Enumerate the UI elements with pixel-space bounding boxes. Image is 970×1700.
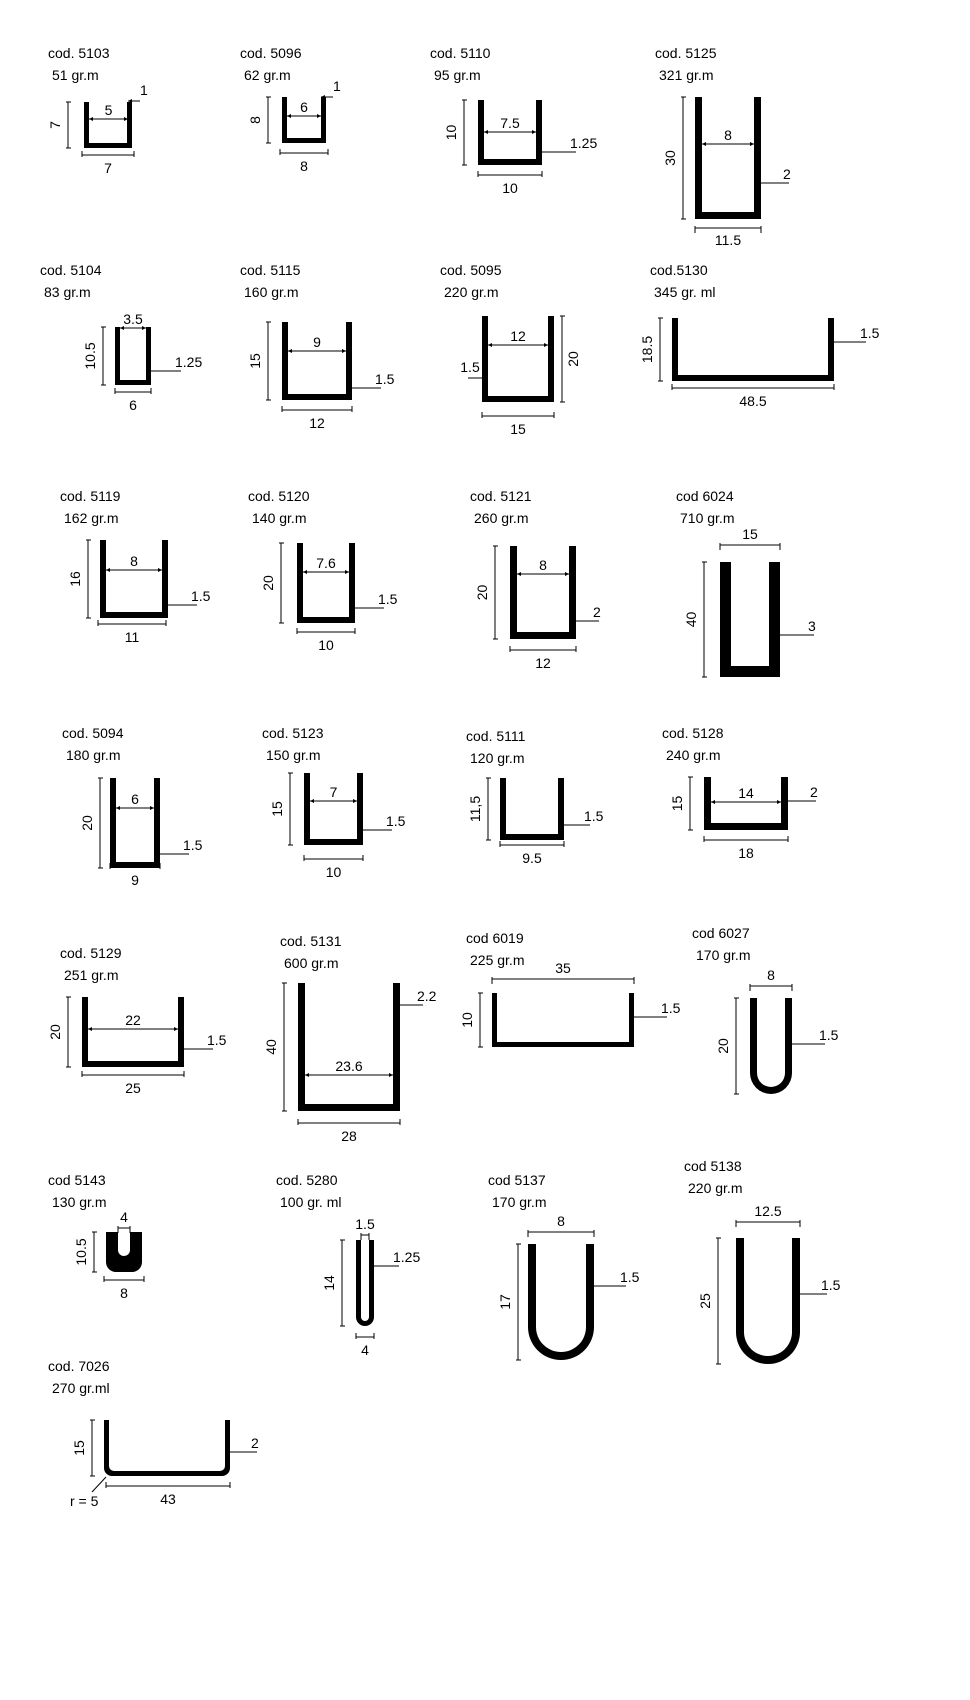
profile-weight: 62 gr.m (244, 67, 291, 83)
width-label: 15 (510, 421, 526, 437)
profile-code: cod. 5280 (276, 1172, 338, 1188)
height-label: 20 (47, 1024, 63, 1040)
inner-width-label: 22 (125, 1012, 141, 1028)
width-label: 12 (535, 655, 551, 671)
dimension-arrow (750, 142, 754, 146)
profile-weight: 95 gr.m (434, 67, 481, 83)
height-label: 20 (565, 351, 581, 367)
dimension-arrow (150, 806, 154, 810)
inner-width-label: 23.6 (335, 1058, 363, 1074)
inner-width-label: 7 (329, 784, 338, 800)
height-label: 25 (697, 1293, 713, 1309)
thickness-label: 1.5 (191, 588, 211, 604)
thickness-label: 1.5 (584, 808, 604, 824)
profile-code: cod 6027 (692, 925, 750, 941)
inner-width-label: 12 (510, 328, 526, 344)
inner-width-label: 3.5 (123, 311, 143, 327)
channel-profile-shape (298, 983, 400, 1111)
dimension-arrow (353, 799, 357, 803)
dimension-arrow (303, 570, 307, 574)
height-label: 10 (459, 1012, 475, 1028)
thickness-label: 2 (251, 1435, 259, 1451)
profile-code: cod. 5094 (62, 725, 124, 741)
thickness-label: 1.5 (183, 837, 203, 853)
width-label: 11.5 (714, 232, 742, 248)
dimension-arrow (287, 114, 291, 118)
thickness-label: 1.5 (378, 591, 398, 607)
channel-profile-shape (672, 318, 834, 381)
radius-label: r = 5 (70, 1493, 99, 1509)
radius-leader (92, 1477, 106, 1492)
profile-code: cod. 5103 (48, 45, 110, 61)
width-label: 9.5 (522, 850, 542, 866)
profile-code: cod. 5119 (60, 488, 121, 504)
dimension-arrow (88, 1027, 92, 1031)
profile-code: cod. 5115 (240, 262, 301, 278)
thickness-label: 1.25 (570, 135, 598, 151)
profile-weight: 83 gr.m (44, 284, 91, 300)
thickness-label: 1.5 (661, 1000, 681, 1016)
u-profile-shape (356, 1240, 374, 1326)
thickness-label: 1.5 (460, 359, 480, 375)
profile-code: cod. 5128 (662, 725, 724, 741)
profile-code: cod. 5111 (466, 728, 526, 744)
width-label: 15 (742, 526, 758, 542)
profile-code: cod. 5131 (280, 933, 342, 949)
profile-code: cod. 5123 (262, 725, 324, 741)
dimension-arrow (317, 114, 321, 118)
profile-code: cod 5138 (684, 1158, 742, 1174)
profile-weight: 225 gr.m (470, 952, 525, 968)
width-label: 28 (341, 1128, 357, 1144)
channel-profile-shape (100, 540, 168, 618)
dimension-arrow (305, 1073, 309, 1077)
inner-width-label: 4 (120, 1209, 128, 1225)
channel-profile-shape (82, 997, 184, 1067)
dimension-arrow (158, 568, 162, 572)
dimension-arrow (702, 142, 706, 146)
dimension-arrow (389, 1073, 393, 1077)
width-label: 7 (104, 160, 112, 176)
dimension-arrow (288, 349, 292, 353)
height-label: 18.5 (639, 335, 655, 364)
profile-code: cod. 5104 (40, 262, 102, 278)
profile-code: cod 5143 (48, 1172, 106, 1188)
profile-weight: 710 gr.m (680, 510, 735, 526)
height-label: 8 (247, 116, 263, 124)
width-label: 6 (129, 397, 137, 413)
height-label: 10.5 (82, 342, 98, 370)
width-label: 10 (325, 864, 342, 880)
height-label: 10.5 (73, 1238, 89, 1266)
profile-code: cod. 5096 (240, 45, 302, 61)
profile-weight: 160 gr.m (244, 284, 299, 300)
profile-weight: 220 gr.m (688, 1180, 743, 1196)
dimension-arrow (310, 799, 314, 803)
profile-weight: 220 gr.m (444, 284, 499, 300)
profile-weight: 180 gr.m (66, 747, 121, 763)
width-label: 10 (318, 637, 334, 653)
width-label: 10 (502, 180, 518, 196)
width-label: 12 (309, 415, 325, 431)
profile-weight: 270 gr.ml (52, 1380, 110, 1396)
inner-width-label: 5 (104, 102, 113, 118)
height-label: 20 (474, 584, 490, 601)
dimension-arrow (532, 130, 536, 134)
height-label: 15 (71, 1440, 87, 1456)
height-label: 30 (662, 150, 678, 166)
profile-code: cod. 5120 (248, 488, 310, 504)
u-profile-shape (736, 1238, 800, 1364)
profile-weight: 150 gr.m (266, 747, 321, 763)
profile-code: cod 6024 (676, 488, 734, 504)
dimension-arrow (544, 343, 548, 347)
height-label: 7 (47, 121, 63, 129)
profile-weight: 240 gr.m (666, 747, 721, 763)
channel-profile-shape (500, 778, 564, 840)
height-label: 17 (497, 1294, 513, 1310)
thickness-label: 1.5 (860, 325, 880, 341)
width-label: 8 (120, 1285, 128, 1301)
height-label: 15 (669, 795, 685, 812)
inner-width-label: 8 (539, 557, 547, 573)
profile-code: cod. 5125 (655, 45, 717, 61)
thickness-label: 1.5 (386, 813, 406, 829)
height-label: 15 (269, 801, 285, 817)
dimension-arrow (565, 572, 569, 576)
dimension-arrow (342, 349, 346, 353)
profile-code: cod 5137 (488, 1172, 546, 1188)
width-label: 35 (555, 960, 571, 976)
channel-profile-shape (492, 993, 634, 1047)
profile-weight: 251 gr.m (64, 967, 119, 983)
height-label: 10 (443, 124, 459, 141)
height-label: 14 (321, 1275, 337, 1291)
profile-weight: 260 gr.m (474, 510, 529, 526)
thickness-label: 1.5 (821, 1277, 841, 1293)
profile-weight: 321 gr.m (659, 67, 714, 83)
width-label: 8 (557, 1213, 565, 1229)
dimension-arrow (89, 117, 93, 121)
width-label: 48.5 (739, 393, 767, 409)
profile-weight: 51 gr.m (52, 67, 99, 83)
width-label: 9 (131, 872, 139, 888)
height-label: 40 (683, 611, 699, 628)
dimension-arrow (711, 800, 715, 804)
channel-profile-shape (695, 97, 761, 219)
height-label: 11,5 (467, 795, 483, 823)
height-label: 15 (247, 353, 263, 369)
profile-weight: 345 gr. ml (654, 284, 716, 300)
dimension-arrow (345, 570, 349, 574)
width-label: 18 (738, 845, 754, 861)
profile-weight: 120 gr.m (470, 750, 525, 766)
thickness-label: 2 (593, 604, 601, 620)
thickness-label: 1.5 (375, 371, 395, 387)
inner-width-label: 1.5 (355, 1216, 375, 1232)
channel-profile-shape (720, 562, 780, 677)
inner-width-label: 7.5 (500, 115, 520, 131)
profile-weight: 130 gr.m (52, 1194, 107, 1210)
width-label: 8 (300, 158, 308, 174)
height-label: 40 (263, 1039, 279, 1055)
thickness-label: 1.25 (393, 1249, 421, 1265)
profile-weight: 100 gr. ml (280, 1194, 342, 1210)
width-label: 8 (767, 967, 775, 983)
inner-width-label: 6 (131, 791, 139, 807)
height-label: 20 (260, 575, 276, 591)
u-profile-shape (106, 1232, 142, 1272)
width-label: 12.5 (754, 1203, 782, 1219)
thickness-label: 1.5 (819, 1027, 839, 1043)
inner-width-label: 7.6 (316, 555, 336, 571)
thickness-label: 1 (140, 82, 148, 98)
profile-weight: 600 gr.m (284, 955, 339, 971)
thickness-label: 1 (333, 78, 341, 94)
profile-weight: 170 gr.m (492, 1194, 547, 1210)
profile-code: cod. 5129 (60, 945, 122, 961)
inner-width-label: 9 (313, 334, 321, 350)
dimension-arrow (106, 568, 110, 572)
profile-code: cod 6019 (466, 930, 524, 946)
u-profile-shape (528, 1244, 594, 1360)
profile-code: cod. 7026 (48, 1358, 110, 1374)
dimension-arrow (174, 1027, 178, 1031)
thickness-label: 3 (808, 618, 816, 634)
u-profile-shape (750, 998, 792, 1094)
dimension-arrow (777, 800, 781, 804)
channel-profile-shape (104, 1420, 230, 1476)
width-label: 25 (125, 1080, 141, 1096)
inner-width-label: 8 (130, 553, 138, 569)
height-label: 20 (79, 815, 95, 831)
height-label: 20 (715, 1038, 731, 1054)
inner-width-label: 6 (300, 99, 308, 115)
inner-width-label: 14 (738, 785, 754, 801)
width-label: 4 (361, 1342, 369, 1358)
width-label: 11 (124, 629, 140, 645)
dimension-arrow (488, 343, 492, 347)
thickness-label: 2.2 (417, 988, 437, 1004)
profile-weight: 140 gr.m (252, 510, 307, 526)
profile-code: cod. 5095 (440, 262, 502, 278)
width-label: 43 (160, 1491, 176, 1507)
dimension-arrow (484, 130, 488, 134)
dimension-arrow (517, 572, 521, 576)
height-label: 16 (67, 571, 83, 587)
profile-weight: 170 gr.m (696, 947, 751, 963)
thickness-label: 1.5 (620, 1269, 640, 1285)
profile-code: cod.5130 (650, 262, 708, 278)
dimension-arrow (116, 806, 120, 810)
channel-profile-shape (115, 327, 151, 385)
thickness-label: 1.25 (175, 354, 203, 370)
profile-code: cod. 5110 (430, 45, 491, 61)
thickness-label: 2 (810, 784, 818, 800)
profile-code: cod. 5121 (470, 488, 532, 504)
thickness-label: 2 (783, 166, 791, 182)
thickness-label: 1.5 (207, 1032, 227, 1048)
profile-weight: 162 gr.m (64, 510, 119, 526)
inner-width-label: 8 (724, 127, 732, 143)
